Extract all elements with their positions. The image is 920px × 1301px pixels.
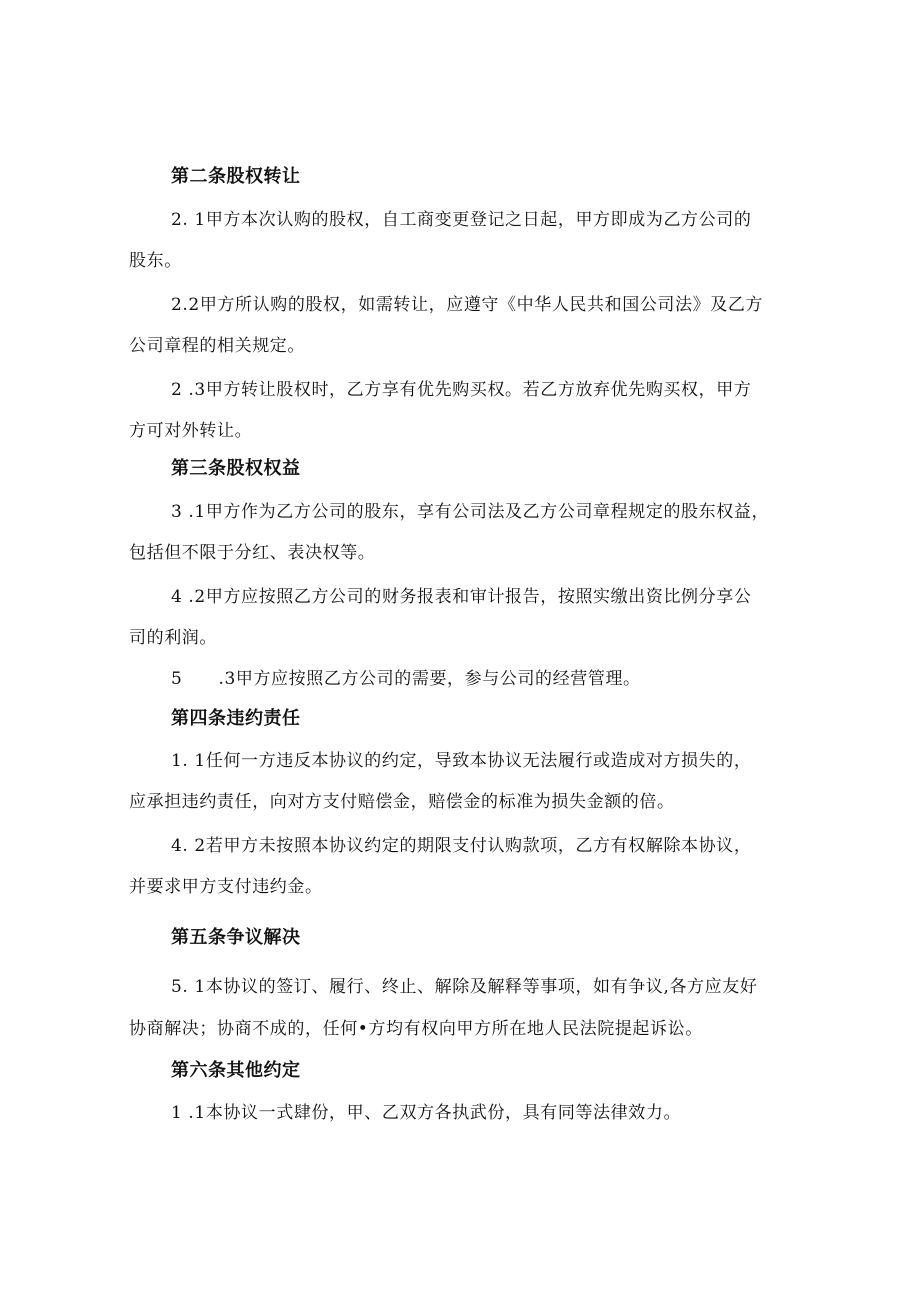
section-2-para-3-line-1: 2 .3甲方转让股权时，乙方享有优先购买权。若乙方放弃优先购买权，甲方 [171,380,752,400]
section-title-4: 第四条违约责任 [171,708,301,729]
section-5-para-1-line-2: 协商解决；协商不成的，任何•方均有权向甲方所在地人民法院提起诉讼。 [129,1019,703,1039]
section-4-para-1-line-1: 1. 1任何一方违反本协议的约定，导致本协议无法履行或造成对方损失的， [171,751,752,771]
section-2-para-2-line-2: 公司章程的相关规定。 [129,336,305,356]
section-2-para-3-line-2: 方可对外转让。 [129,421,253,441]
section-3-para-1-line-1: 3 .1甲方作为乙方公司的股东，享有公司法及乙方公司章程规定的股东权益， [171,502,770,522]
section-4-para-2-line-2: 并要求甲方支付违约金。 [129,877,323,897]
section-title-6: 第六条其他约定 [171,1060,301,1081]
section-title-3: 第三条股权权益 [171,458,301,479]
section-title-5: 第五条争议解决 [171,927,301,948]
section-5-para-1-line-1: 5. 1本协议的签订、履行、终止、解除及解释等事项，如有争议,各方应友好 [171,977,758,997]
section-4-para-2-line-1: 4. 2若甲方未按照本协议约定的期限支付认购款项，乙方有权解除本协议， [171,836,752,856]
section-6-para-1-line-1: 1 .1本协议一式肆份，甲、乙双方各执武份，具有同等法律效力。 [171,1103,682,1123]
section-4-para-1-line-2: 应承担违约责任，向对方支付赔偿金，赔偿金的标准为损失金额的倍。 [129,792,675,812]
section-3-para-1-line-2: 包括但不限于分红、表决权等。 [129,543,376,563]
section-2-para-2-line-1: 2.2甲方所认购的股权，如需转让，应遵守《中华人民共和国公司法》及乙方 [171,295,764,315]
section-2-para-1-line-1: 2. 1甲方本次认购的股权，自工商变更登记之日起，甲方即成为乙方公司的 [171,210,752,230]
section-3-para-2-line-1: 4 .2甲方应按照乙方公司的财务报表和审计报告，按照实缴出资比例分享公 [171,587,752,607]
section-3-para-3-line-1: 5 .3甲方应按照乙方公司的需要，参与公司的经营管理。 [171,669,641,689]
section-3-para-2-line-2: 司的利润。 [129,628,217,648]
section-title-2: 第二条股权转让 [171,166,301,187]
section-2-para-1-line-2: 股东。 [129,251,182,271]
